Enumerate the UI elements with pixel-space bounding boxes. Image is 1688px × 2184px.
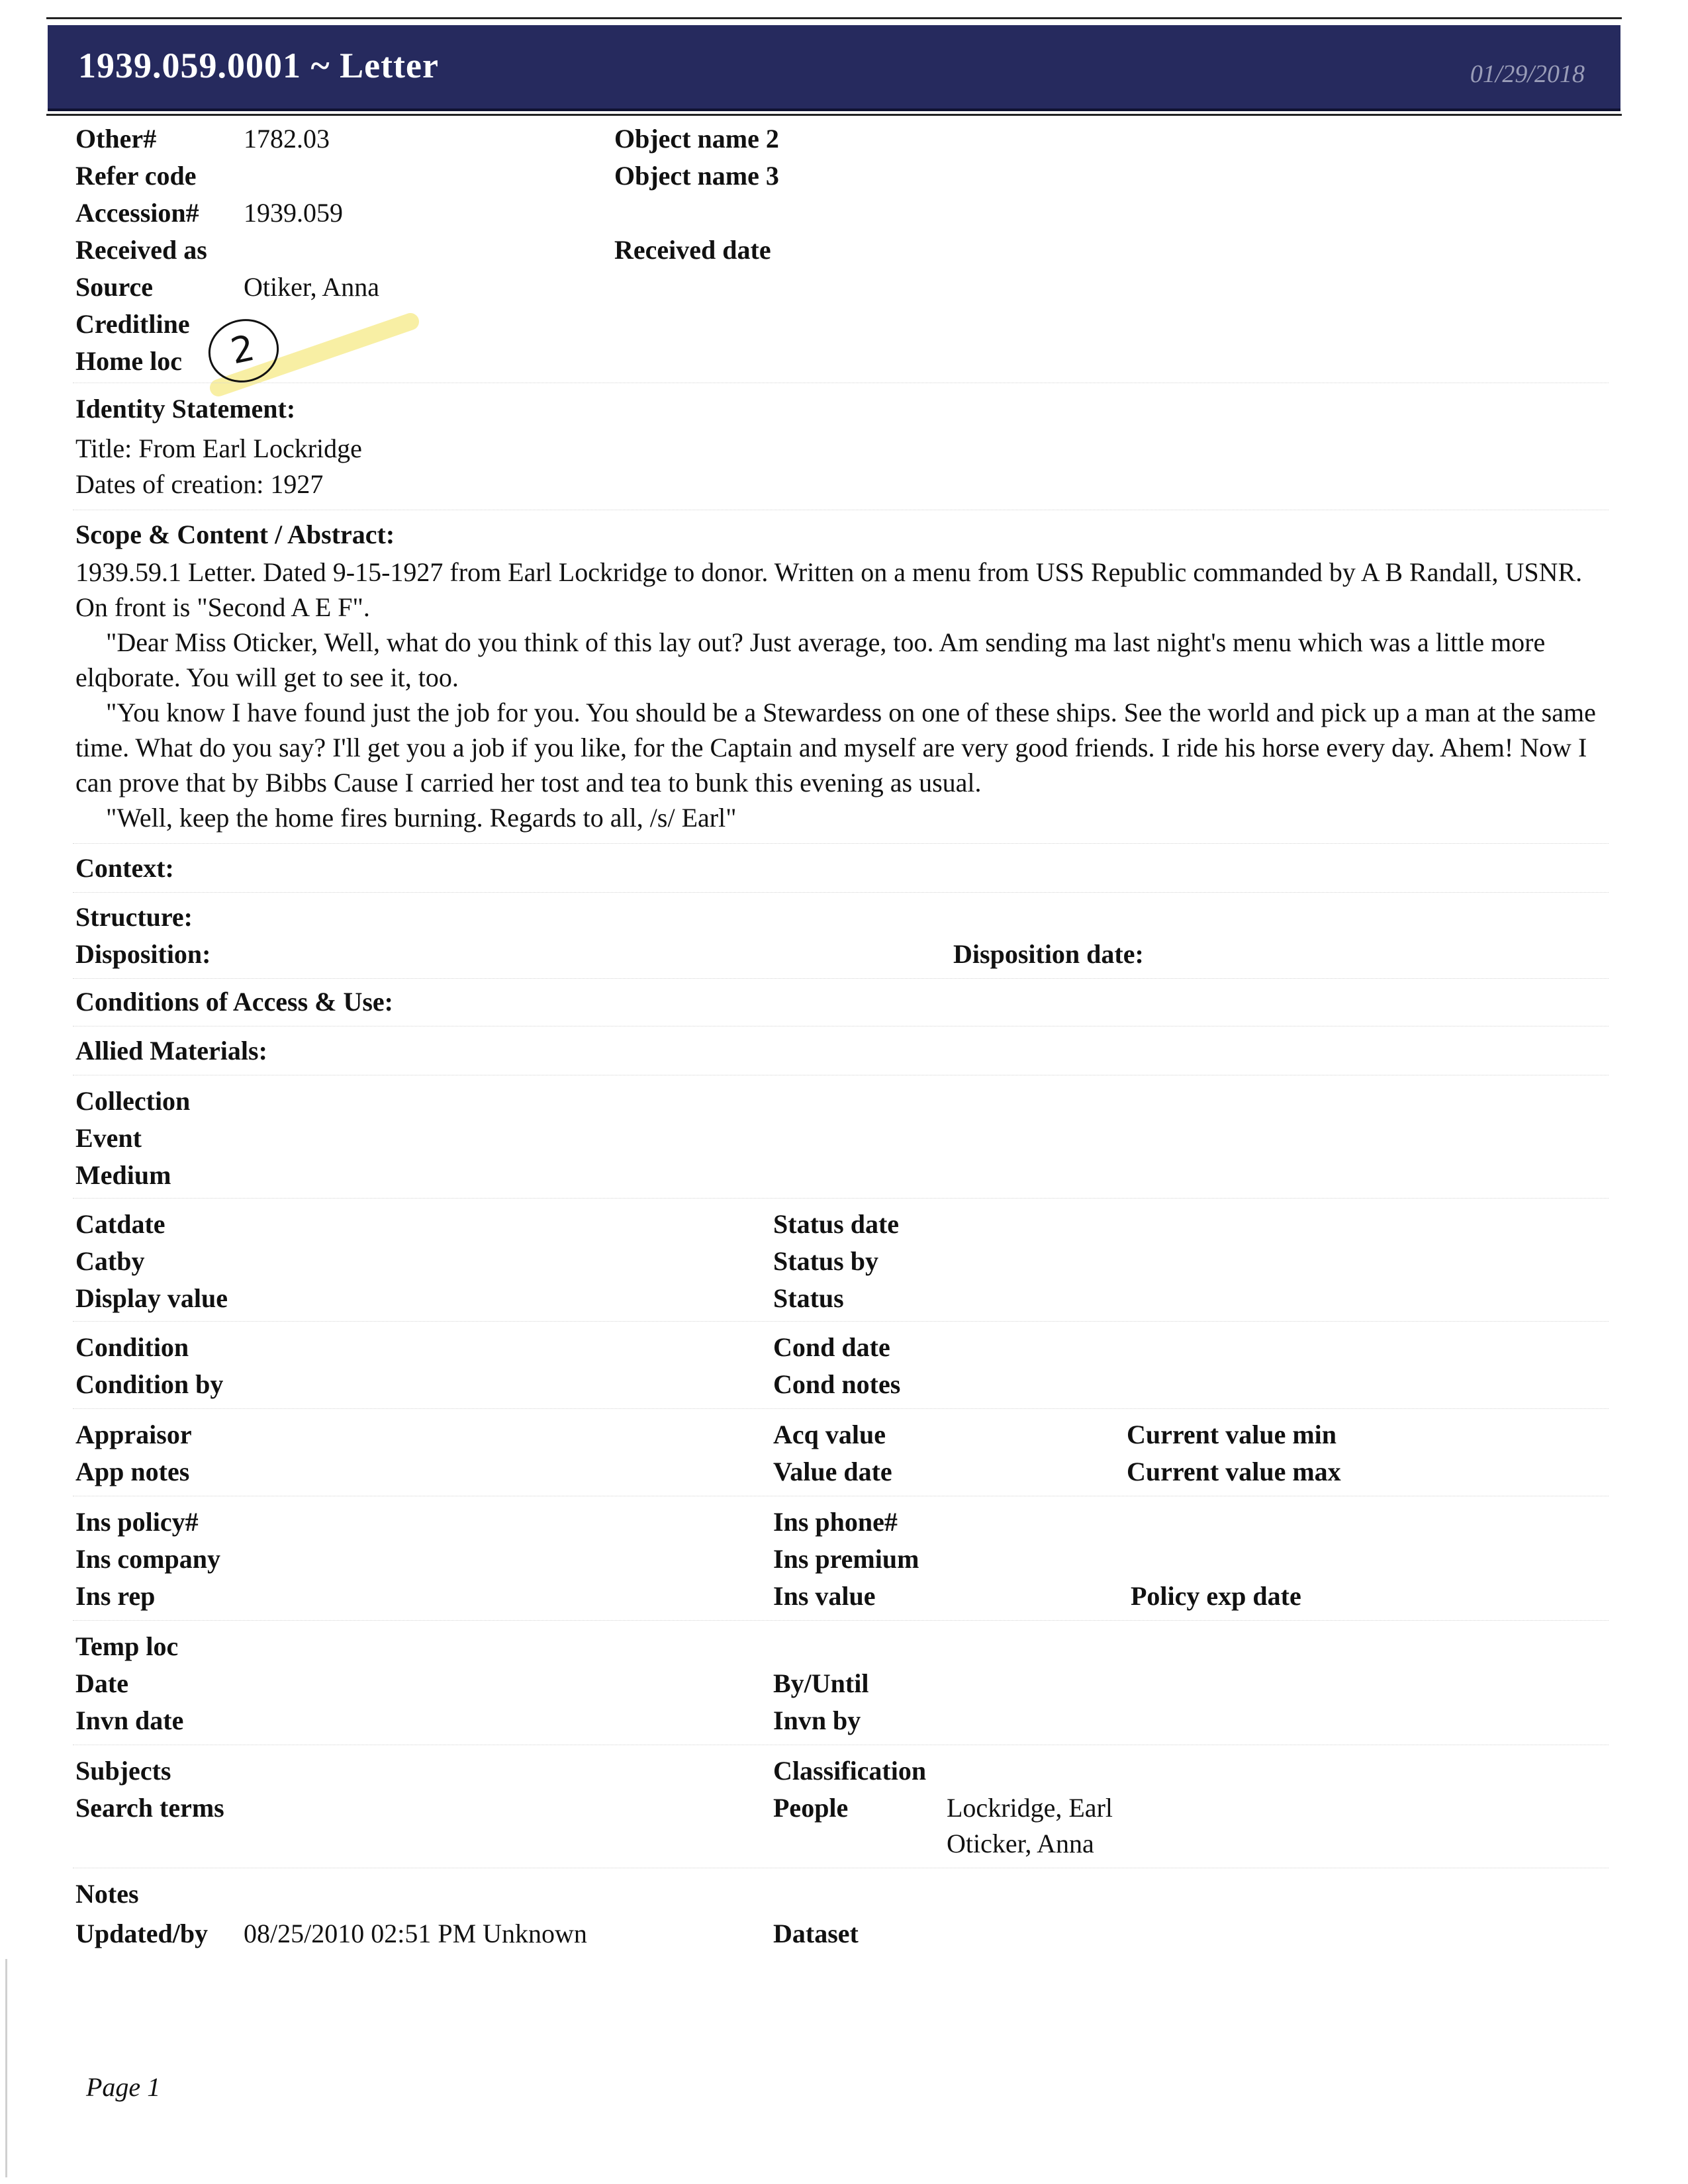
divider [73, 1408, 1609, 1409]
divider [73, 1321, 1609, 1322]
allied-materials-label: Allied Materials: [75, 1036, 267, 1066]
accession-label: Accession# [75, 198, 199, 228]
people-value: Lockridge, Earl [947, 1793, 1113, 1823]
condition-by-label: Condition by [75, 1369, 224, 1399]
condition-label: Condition [75, 1332, 189, 1362]
date-label: Date [75, 1668, 128, 1698]
structure-label: Structure: [75, 902, 193, 932]
conditions-access-use-label: Conditions of Access & Use: [75, 987, 393, 1017]
scope-heading: Scope & Content / Abstract: [75, 520, 395, 549]
event-label: Event [75, 1123, 142, 1153]
collection-label: Collection [75, 1086, 191, 1116]
divider [73, 1198, 1609, 1199]
source-label: Source [75, 272, 154, 302]
people-label: People [773, 1793, 849, 1823]
status-date-label: Status date [773, 1209, 900, 1239]
ins-premium-label: Ins premium [773, 1544, 919, 1574]
disposition-date-label: Disposition date: [953, 939, 1144, 969]
scope-paragraph-3: "You know I have found just the job for you. You should be a Stewardess on one of these ships. See the world and pick up a man at the same time. What do you say? I'll get you a job if you like, for the Captain and myself are very good friends. I ride his horse every day. Ahem! Now I can prove that by Bibbs Cause I carried her tost and tea to bunk this evening as usual. [75, 698, 1596, 797]
record-header-banner [48, 25, 1620, 111]
cond-notes-label: Cond notes [773, 1369, 901, 1399]
identity-dates: Dates of creation: 1927 [75, 469, 324, 499]
received-date-label: Received date [614, 235, 771, 265]
current-value-max-label: Current value max [1127, 1457, 1341, 1486]
record-title: 1939.059.0001 ~ Letter [78, 46, 439, 85]
context-label: Context: [75, 853, 174, 883]
subjects-label: Subjects [75, 1756, 171, 1786]
cond-date-label: Cond date [773, 1332, 890, 1362]
people-value: Oticker, Anna [947, 1829, 1094, 1858]
appraisor-label: Appraisor [75, 1420, 192, 1449]
policy-exp-date-label: Policy exp date [1131, 1581, 1301, 1611]
by-until-label: By/Until [773, 1668, 869, 1698]
divider [73, 978, 1609, 979]
status-label: Status [773, 1283, 844, 1313]
ins-rep-label: Ins rep [75, 1581, 156, 1611]
received-as-label: Received as [75, 235, 207, 265]
other-number-value: 1782.03 [244, 124, 330, 154]
invn-date-label: Invn date [75, 1706, 184, 1735]
header-rule [46, 114, 1622, 116]
top-rule [46, 17, 1622, 19]
svg-text:2: 2 [227, 326, 258, 373]
scan-edge-mark [5, 1959, 7, 2177]
object-name-3-label: Object name 3 [614, 161, 779, 191]
temp-loc-label: Temp loc [75, 1631, 179, 1661]
status-by-label: Status by [773, 1246, 878, 1276]
disposition-label: Disposition: [75, 939, 211, 969]
value-date-label: Value date [773, 1457, 892, 1486]
current-value-min-label: Current value min [1127, 1420, 1337, 1449]
search-terms-label: Search terms [75, 1793, 224, 1823]
notes-label: Notes [75, 1879, 139, 1909]
home-loc-label: Home loc [75, 346, 183, 376]
updated-by-label: Updated/by [75, 1919, 209, 1948]
ins-value-label: Ins value [773, 1581, 876, 1611]
ins-company-label: Ins company [75, 1544, 220, 1574]
identity-title: Title: From Earl Lockridge [75, 433, 362, 463]
print-date: 01/29/2018 [1470, 60, 1585, 88]
scope-paragraph-4: "Well, keep the home fires burning. Regards to all, /s/ Earl" [106, 803, 737, 833]
catdate-label: Catdate [75, 1209, 165, 1239]
medium-label: Medium [75, 1160, 171, 1190]
object-name-2-label: Object name 2 [614, 124, 779, 154]
refer-code-label: Refer code [75, 161, 197, 191]
scope-paragraph-1: 1939.59.1 Letter. Dated 9-15-1927 from Earl Lockridge to donor. Written on a menu from USS Republic commanded by A B Randall, USNR. On front is "Second A E F". [75, 557, 1583, 622]
accession-value: 1939.059 [244, 198, 343, 228]
updated-by-value: 08/25/2010 02:51 PM Unknown [244, 1919, 587, 1948]
scope-paragraph-2: "Dear Miss Oticker, Well, what do you think of this lay out? Just average, too. Am sending ma last night's menu which was a little more elqborate. You will get to see it, too. [75, 627, 1546, 692]
divider [73, 892, 1609, 893]
divider [73, 1620, 1609, 1621]
page-number: Page 1 [86, 2072, 161, 2102]
ins-phone-label: Ins phone# [773, 1507, 898, 1537]
invn-by-label: Invn by [773, 1706, 861, 1735]
creditline-label: Creditline [75, 309, 190, 339]
dataset-label: Dataset [773, 1919, 859, 1948]
display-value-label: Display value [75, 1283, 228, 1313]
acq-value-label: Acq value [773, 1420, 886, 1449]
divider [73, 843, 1609, 844]
identity-statement-heading: Identity Statement: [75, 394, 296, 424]
other-number-label: Other# [75, 124, 157, 154]
app-notes-label: App notes [75, 1457, 190, 1486]
catby-label: Catby [75, 1246, 145, 1276]
ins-policy-label: Ins policy# [75, 1507, 199, 1537]
classification-label: Classification [773, 1756, 927, 1786]
source-value: Otiker, Anna [244, 272, 380, 302]
